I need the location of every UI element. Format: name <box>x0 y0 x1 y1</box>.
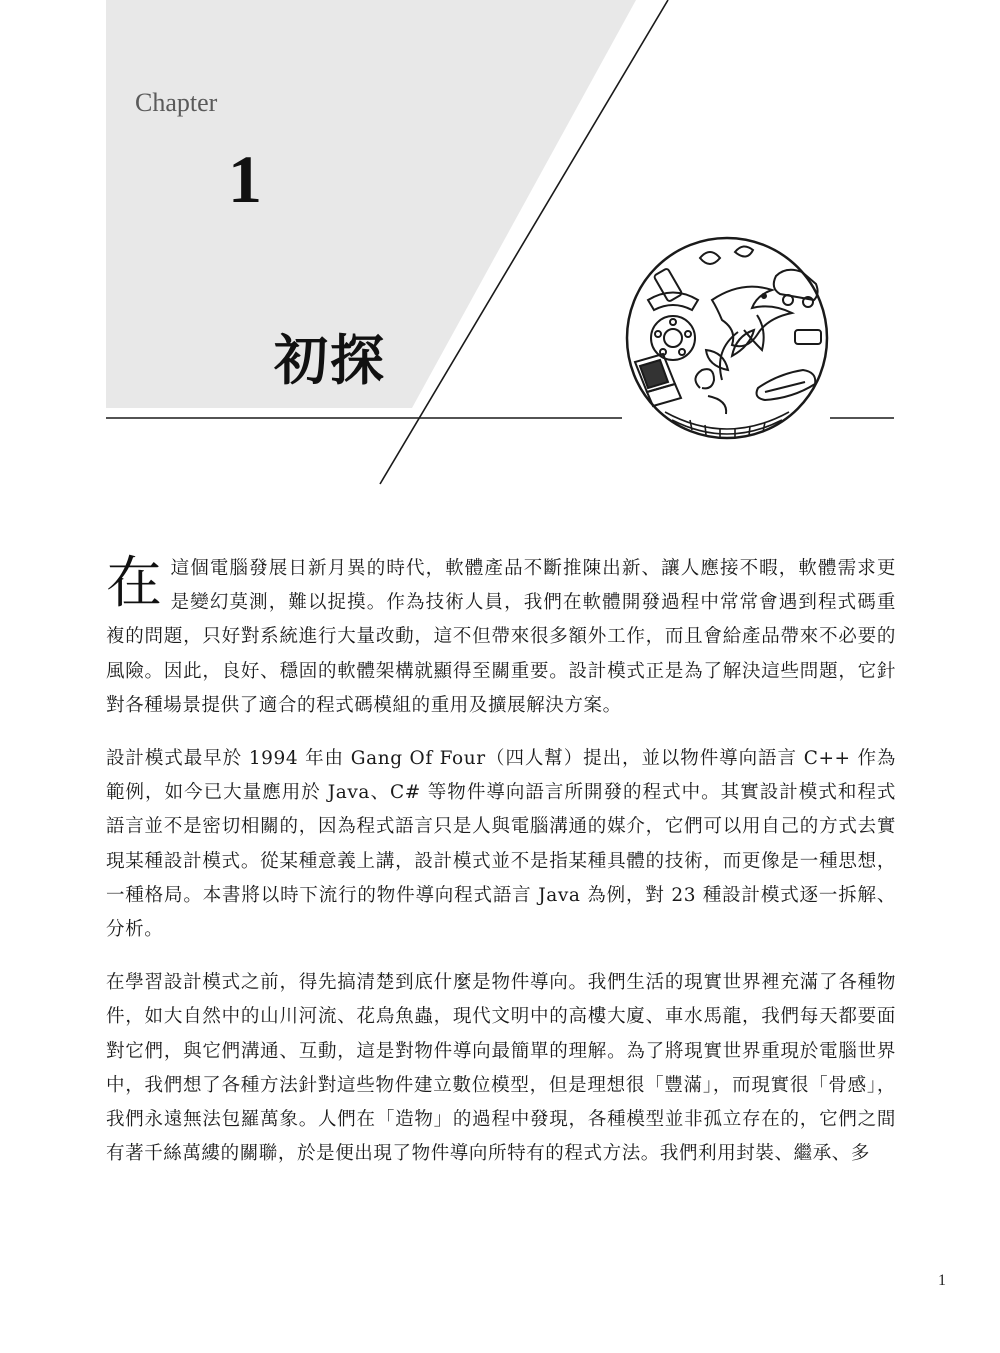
chapter-number: 1 <box>228 141 262 217</box>
page-number: 1 <box>938 1272 946 1289</box>
paragraph-2 <box>106 742 896 947</box>
paragraph-text: 設計模式最早於 1994 年由 Gang Of Four（四人幫）提出，並以物件導向語言 C++ 作為範例，如今已大量應用於 Java、C# 等物件導向語言所開發的程式中。其實設計模式和程式語言並不是密切相關的，因為程式語言只是人與電腦溝通的媒介，它們可以用自己的方式去實現某種設計模式。從某種意義上講，設計模式並不是指某種具體的技術，而更像是一種思想，一種格局。本書將以時下流行的物件導向程式語言 Java 為例，對 23 種設計模式逐一拆解、分析。 <box>106 748 896 941</box>
chapter-title: 初探 <box>274 328 386 392</box>
body-text <box>106 552 896 1190</box>
paragraph-text: 這個電腦發展日新月異的時代，軟體產品不斷推陳出新、讓人應接不暇，軟體需求更是變幻莫測，難以捉摸。作為技術人員，我們在軟體開發過程中常常會遇到程式碼重複的問題，只好對系統進行大量改動，這不但帶來很多額外工作，而且會給產品帶來不必要的風險。因此，良好、穩固的軟體架構就顯得至關重要。設計模式正是為了解決這些問題，它針對各種場景提供了適合的程式碼模組的重用及擴展解決方案。 <box>106 558 896 716</box>
paragraph-3 <box>106 966 896 1171</box>
paragraph-text: 在學習設計模式之前，得先搞清楚到底什麼是物件導向。我們生活的現實世界裡充滿了各種物件，如大自然中的山川河流、花鳥魚蟲，現代文明中的高樓大廈、車水馬龍，我們每天都要面對它們，與它們溝通、互動，這是對物件導向最簡單的理解。為了將現實世界重現於電腦世界中，我們想了各種方法針對這些物件建立數位模型，但是理想很「豐滿」，而現實很「骨感」，我們永遠無法包羅萬象。人們在「造物」的過程中發現，各種模型並非孤立存在的，它們之間有著千絲萬縷的關聯，於是便出現了物件導向所特有的程式方法。我們利用封裝、繼承、多 <box>106 972 896 1165</box>
chapter-header-graphic <box>0 0 1000 500</box>
globe-of-objects-illustration <box>627 238 827 438</box>
chapter-label: Chapter <box>135 88 218 117</box>
paragraph-1 <box>106 552 896 723</box>
drop-cap: 在 <box>106 551 163 616</box>
